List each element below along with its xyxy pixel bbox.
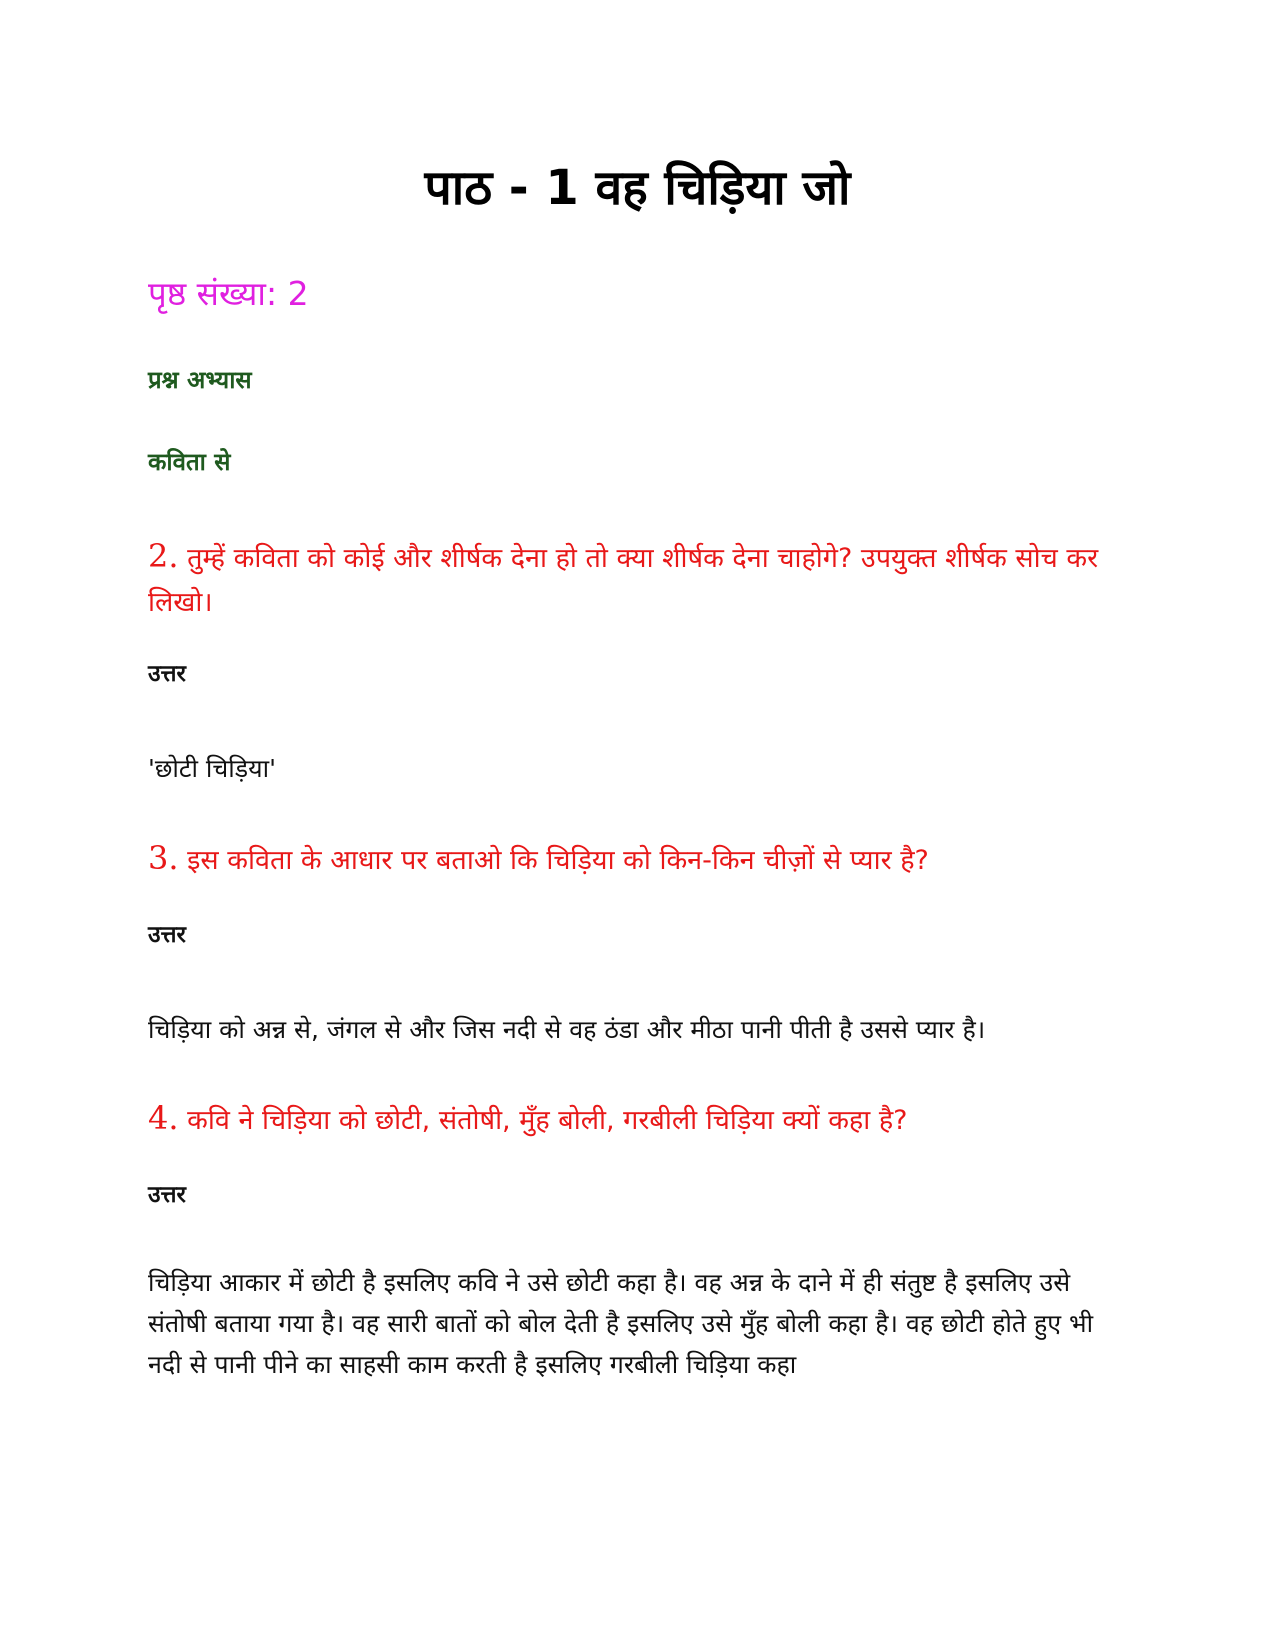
question-3: [148, 836, 1128, 883]
question-2-text: तुम्हें कविता को कोई और शीर्षक देना हो तो क्या शीर्षक देना चाहोगे? उपयुक्त शीर्षक सोच कर लिखो।: [148, 543, 1099, 618]
answer-3-label: उत्तर: [148, 922, 186, 948]
question-4: [148, 1096, 1128, 1143]
answer-4-label: उत्तर: [148, 1182, 186, 1208]
question-2: [148, 534, 1128, 625]
answer-4-text: चिड़िया आकार में छोटी है इसलिए कवि ने उसे छोटी कहा है। वह अन्न के दाने में ही संतुष्ट है इसलिए उसे संतोषी बताया गया है। वह सारी बातों को बोल देती है इसलिए उसे मुँह बोली कहा है। वह छोटी होते हुए भी नदी से पानी पीने का साहसी काम करती है इसलिए गरबीली चिड़िया कहा: [148, 1268, 1094, 1379]
section-exercise-heading: प्रश्न अभ्यास: [148, 366, 252, 394]
answer-2-text: 'छोटी चिड़िया': [148, 754, 276, 783]
page-number: पृष्ठ संख्या: 2: [148, 274, 309, 313]
question-3-text: इस कविता के आधार पर बताओ कि चिड़िया को किन-किन चीज़ों से प्यार है?: [187, 845, 929, 876]
lesson-title: पाठ - 1 वह चिड़िया जो: [424, 160, 851, 216]
question-3-number: 3.: [148, 839, 179, 877]
question-4-number: 4.: [148, 1099, 179, 1137]
question-2-number: 2.: [148, 537, 179, 575]
answer-3-text: चिड़िया को अन्न से, जंगल से और जिस नदी से वह ठंडा और मीठा पानी पीती है उससे प्यार है।: [148, 1015, 986, 1044]
section-poem-heading: कविता से: [148, 448, 231, 476]
answer-2-label: उत्तर: [148, 661, 186, 687]
question-4-text: कवि ने चिड़िया को छोटी, संतोषी, मुँह बोली, गरबीली चिड़िया क्यों कहा है?: [187, 1105, 908, 1136]
